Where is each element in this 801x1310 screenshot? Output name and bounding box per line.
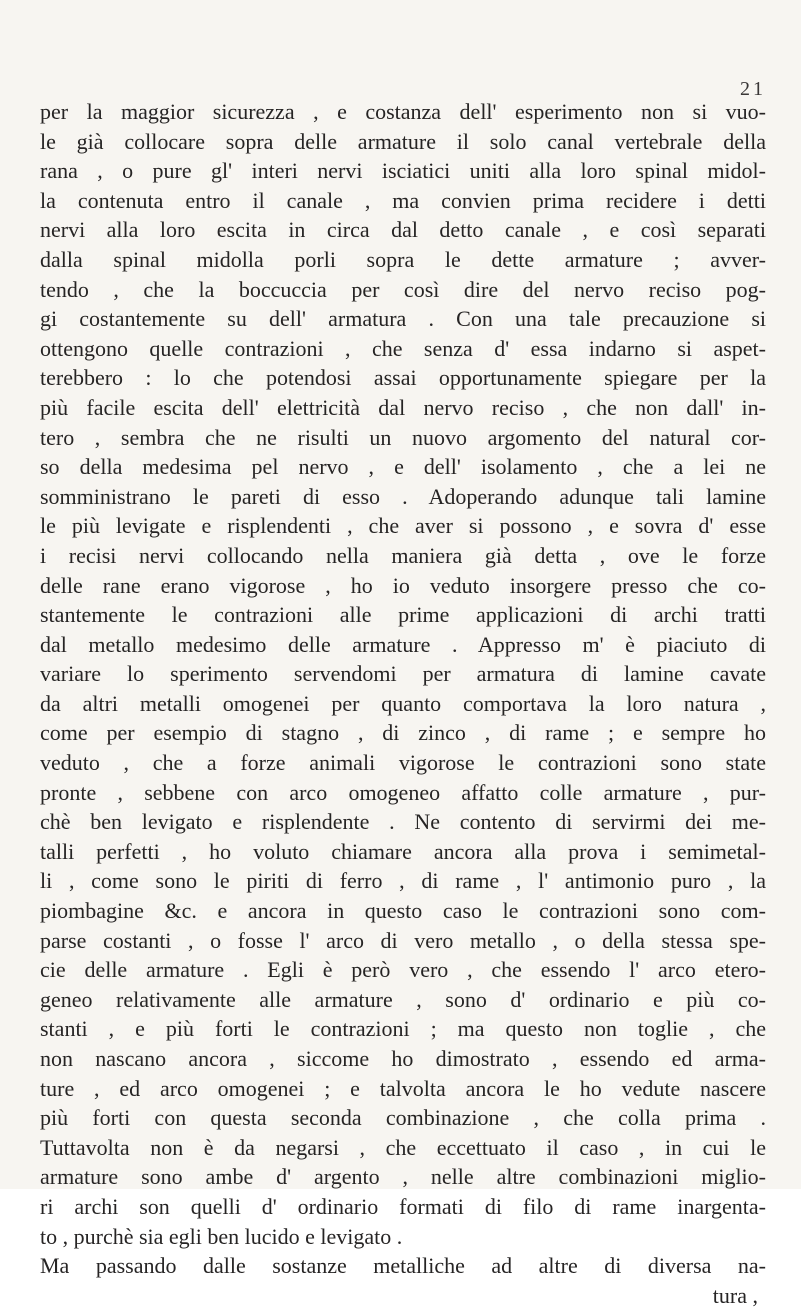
text-line: terebbero : lo che potendosi assai opportunamente spiegare per la <box>40 365 766 391</box>
text-line: per la maggior sicurezza , e costanza dell' esperimento non si vuo- <box>40 99 766 124</box>
text-line: chè ben levigato e risplendente . Ne contento di servirmi dei me- <box>40 809 766 835</box>
text-line: cie delle armature . Egli è però vero , che essendo l' arco etero- <box>40 957 766 983</box>
text-line: i recisi nervi collocando nella maniera già detta , ove le forze <box>40 542 766 568</box>
text-line: stanti , e più forti le contrazioni ; ma questo non toglie , che <box>40 1016 766 1042</box>
text-line: più facile escita dell' elettricità dal nervo reciso , che non dall' in- <box>40 394 766 420</box>
text-line: dalla spinal midolla porli sopra le dette armature ; avver- <box>40 246 766 272</box>
text-line: somministrano le pareti di esso . Adoperando adunque tali lamine <box>40 483 766 509</box>
text-line: geneo relativamente alle armature , sono d' ordinario e più co- <box>40 986 766 1012</box>
text-line: delle rane erano vigorose , ho io veduto insorgere presso che co- <box>40 572 766 598</box>
text-line: variare lo sperimento servendomi per armatura di lamine cavate <box>40 661 766 687</box>
text-line: da altri metalli omogenei per quanto comportava la loro natura , <box>40 690 766 716</box>
text-line: so della medesima pel nervo , e dell' isolamento , che a lei ne <box>40 454 766 480</box>
text-line: la contenuta entro il canale , ma convien prima recidere i detti <box>40 187 766 213</box>
text-line: le già collocare sopra delle armature il solo canal vertebrale della <box>40 128 766 154</box>
body-text <box>40 97 766 1310</box>
text-line: nervi alla loro escita in circa dal detto canale , e così separati <box>40 217 766 243</box>
text-line: Ma passando dalle sostanze metalliche ad altre di diversa na- <box>40 1253 766 1279</box>
text-line: dal metallo medesimo delle armature . Appresso m' è piaciuto di <box>40 631 766 657</box>
text-line: parse costanti , o fosse l' arco di vero metallo , o della stessa spe- <box>40 927 766 953</box>
text-line: Tuttavolta non è da negarsi , che eccettuato il caso , in cui le <box>40 1134 766 1160</box>
text-line: gi costantemente su dell' armatura . Con una tale precauzione si <box>40 306 766 332</box>
text-line: li , come sono le piriti di ferro , di rame , l' antimonio puro , la <box>40 868 766 894</box>
text-line: le più levigate e risplendenti , che aver si possono , e sovra d' esse <box>40 513 766 539</box>
text-line: pronte , sebbene con arco omogeneo affatto colle armature , pur- <box>40 779 766 805</box>
text-line: armature sono ambe d' argento , nelle altre combinazioni miglio- <box>40 1164 766 1190</box>
text-line: tendo , che la boccuccia per così dire del nervo reciso pog- <box>40 276 766 302</box>
text-line: veduto , che a forze animali vigorose le contrazioni sono state <box>40 750 766 776</box>
text-line: come per esempio di stagno , di zinco , di rame ; e sempre ho <box>40 720 766 746</box>
text-line: non nascano ancora , siccome ho dimostrato , essendo ed arma- <box>40 1046 766 1071</box>
text-line: talli perfetti , ho voluto chiamare ancora alla prova i semimetal- <box>40 838 766 864</box>
catchword: tura , <box>712 1282 758 1308</box>
page-number: 21 <box>740 78 766 100</box>
text-line: più forti con questa seconda combinazione , che colla prima . <box>40 1105 766 1131</box>
text-line: stantemente le contrazioni alle prime applicazioni di archi tratti <box>40 602 766 628</box>
text-line: ture , ed arco omogenei ; e talvolta ancora le ho vedute nascere <box>40 1075 766 1101</box>
text-line: ottengono quelle contrazioni , che senza d' essa indarno si aspet- <box>40 335 766 361</box>
text-line: ri archi son quelli d' ordinario formati di filo di rame inargenta- <box>40 1193 766 1219</box>
text-line: tero , sembra che ne risulti un nuovo argomento del natural cor- <box>40 424 766 450</box>
text-line: rana , o pure gl' interi nervi isciatici uniti alla loro spinal midol- <box>40 158 766 184</box>
text-line: piombagine &c. e ancora in questo caso le contrazioni sono com- <box>40 898 766 924</box>
text-line: to , purchè sia egli ben lucido e levigato . <box>40 1223 403 1249</box>
